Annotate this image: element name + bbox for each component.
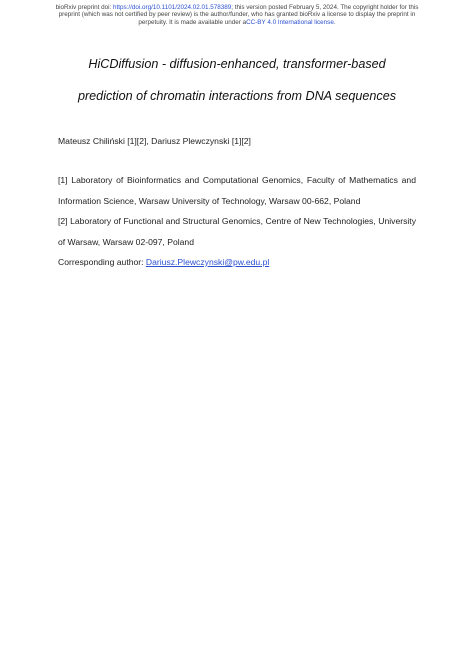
author-list: Mateusz Chiliński [1][2], Dariusz Plewczynski [1][2]: [58, 136, 251, 146]
license-link[interactable]: CC-BY 4.0 International license: [246, 18, 334, 26]
paper-title-line-2: prediction of chromatin interactions from DNA sequences: [77, 89, 397, 103]
doi-link[interactable]: https://doi.org/10.1101/2024.02.01.578389: [113, 4, 232, 11]
affiliation-2: [2] Laboratory of Functional and Structural Genomics, Centre of New Technologies, University of Warsaw, Warsaw 02-097, Poland: [58, 216, 416, 247]
corresponding-label: Corresponding author:: [58, 257, 146, 267]
affiliation-1: [1] Laboratory of Bioinformatics and Computational Genomics, Faculty of Mathematics and Information Science, Warsaw University of Technology, Warsaw 00-662, Poland: [58, 175, 416, 206]
corresponding-author: [58, 252, 269, 272]
preprint-notice: [20, 4, 454, 26]
notice-prefix: bioRxiv preprint doi:: [55, 4, 113, 11]
paper-title-line-1: HiCDiffusion - diffusion-enhanced, transformer-based: [88, 57, 386, 71]
notice-line-1: [20, 4, 454, 11]
notice-line1-rest: ; this version posted February 5, 2024. The copyright holder for this: [231, 4, 419, 11]
notice-line3-prefix: perpetuity. It is made available under a: [138, 18, 247, 26]
corresponding-email-link[interactable]: Dariusz.Plewczynski@pw.edu.pl: [145, 257, 270, 267]
notice-line-2: preprint (which was not certified by peer review) is the author/funder, who has granted bioRxiv a license to display the preprint in: [58, 11, 416, 19]
notice-line-3: [20, 19, 454, 26]
notice-line3-suffix: .: [333, 18, 336, 26]
